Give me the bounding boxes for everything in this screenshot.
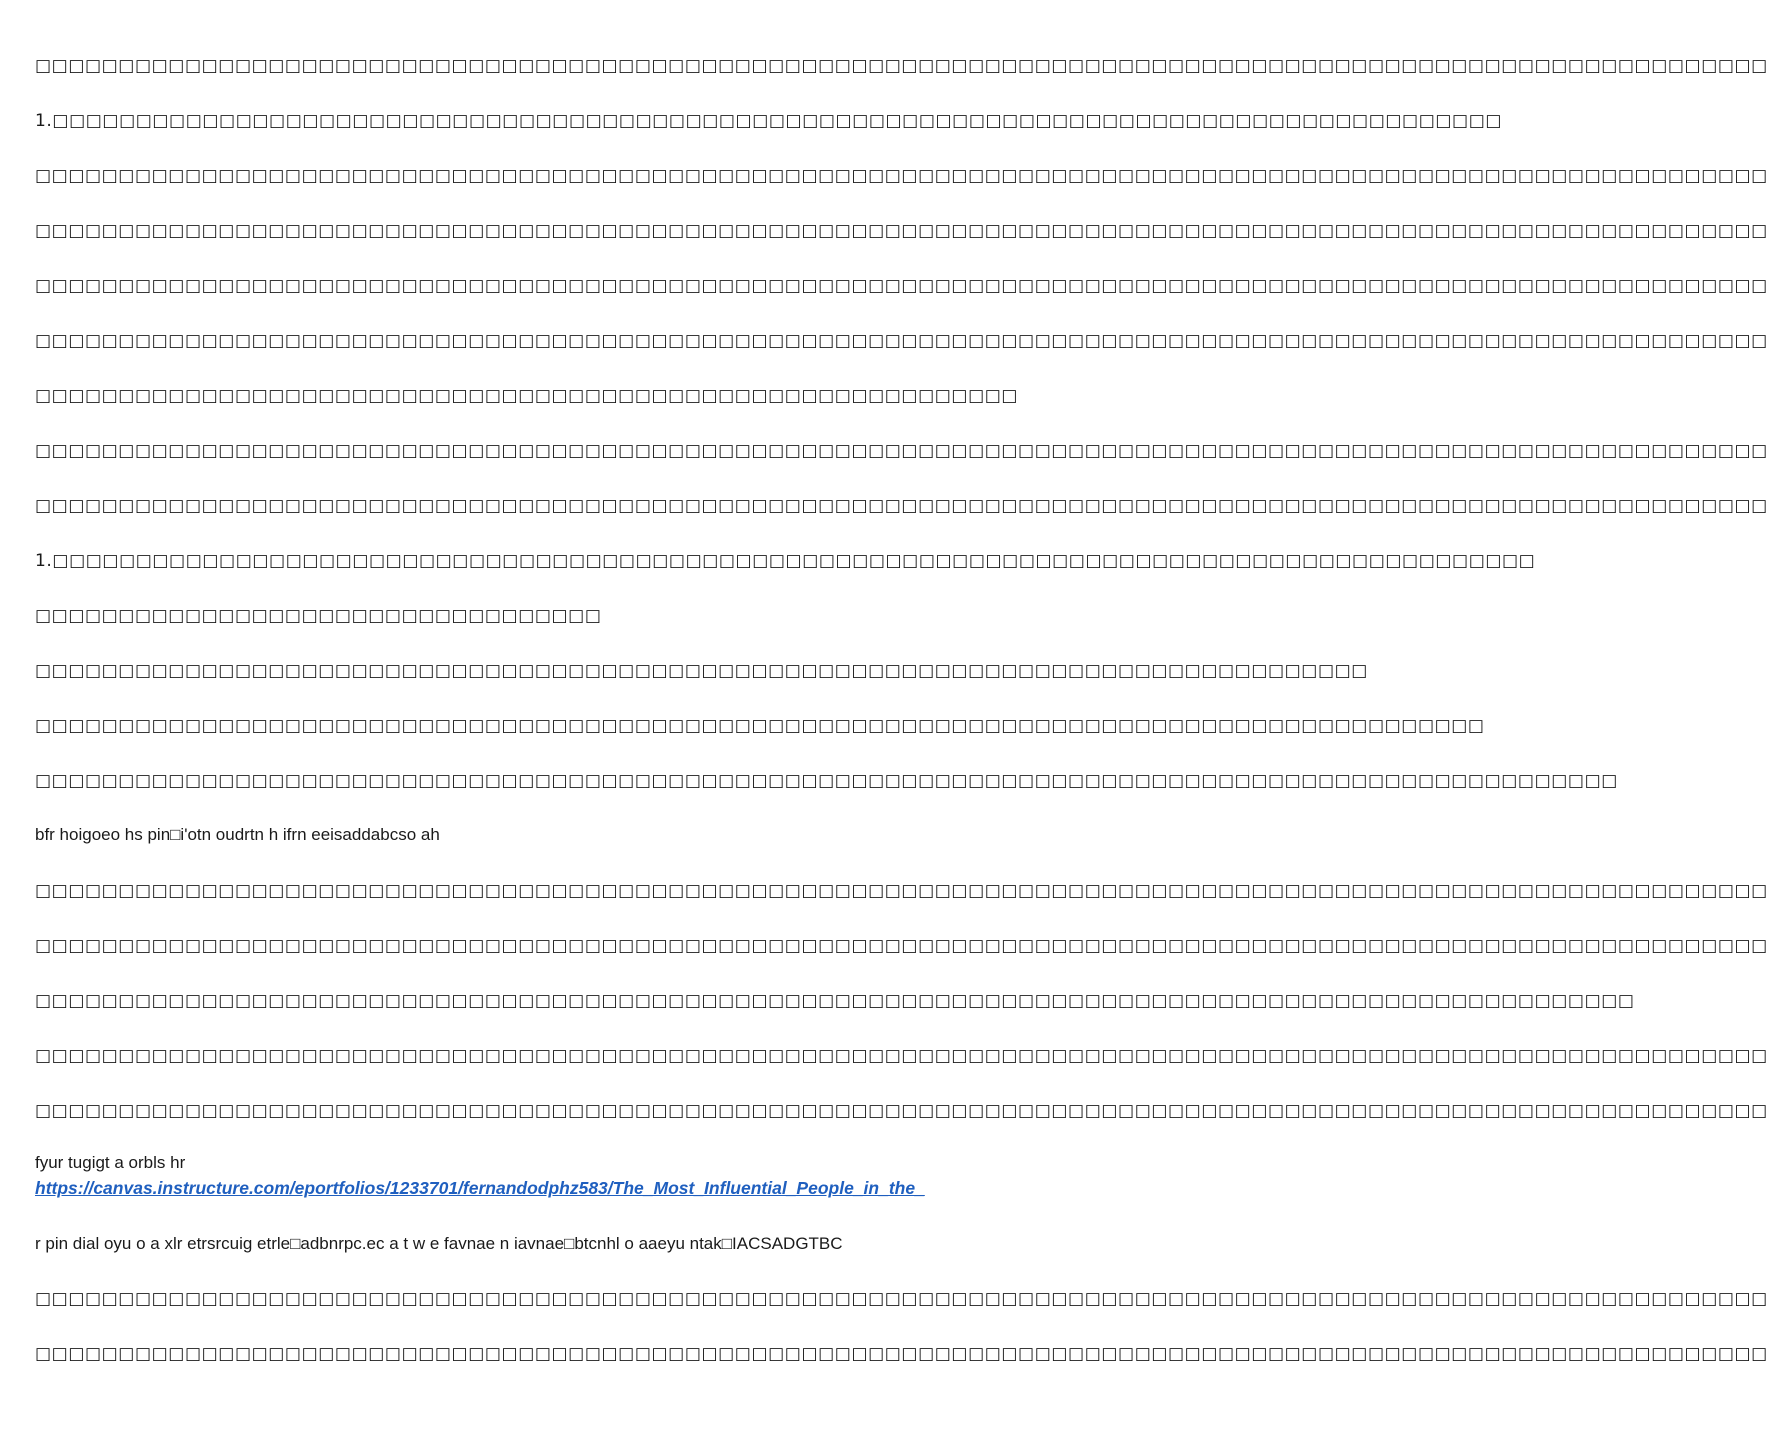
text-line: bfr hoigoeo hs pin□i'otn oudrtn h ifrn eeisaddabcso ah [35,825,440,844]
text-line: □□□□□□□□□□□□□□□□□□□□□□□□□□□□□□□□□□□□□□□□□□□□□□□□□□□□□□□□□□□□□□□□□□□□□□□□□□□□□□□□ [35,661,1368,681]
text-line: □□□□□□□□□□□□□□□□□□□□□□□□□□□□□□□□□□□□□□□□□□□□□□□□□□□□□□□□□□□□□□□□□□□□□□□□□□□□□□□□□□□□□□□□□□□□□□□□ [35,991,1635,1011]
text-line: □□□□□□□□□□□□□□□□□□□□□□□□□□□□□□□□□□□□□□□□□□□□□□□□□□□□□□□□□□□□□□□□□□□□□□□□□□□□□□□□□□□□□□□□□□□□□□□□□□□□□□□□ [35,221,1768,241]
text-line: □□□□□□□□□□□□□□□□□□□□□□□□□□□□□□□□□□□□□□□□□□□□□□□□□□□□□□□□□□□□□□□□□□□□□□□□□□□□□□□□□□□□□□□□□□□□□□□□□□□□□□□□ [35,936,1768,956]
text-line: □□□□□□□□□□□□□□□□□□□□□□□□□□□□□□□□□□□□□□□□□□□□□□□□□□□□□□□□□□□□□□□□□□□□□□□□□□□□□□□□□□□□□□□□□□□□□□□□□□□□□□□□ [35,331,1768,351]
text-line: □□□□□□□□□□□□□□□□□□□□□□□□□□□□□□□□□□□□□□□□□□□□□□□□□□□□□□□□□□□ [35,386,1019,406]
text-line: □□□□□□□□□□□□□□□□□□□□□□□□□□□□□□□□□□ [35,606,602,626]
text-line: □□□□□□□□□□□□□□□□□□□□□□□□□□□□□□□□□□□□□□□□□□□□□□□□□□□□□□□□□□□□□□□□□□□□□□□□□□□□□□□□□□□□□□□□□□□□□□□ [35,771,1618,791]
text-line: □□□□□□□□□□□□□□□□□□□□□□□□□□□□□□□□□□□□□□□□□□□□□□□□□□□□□□□□□□□□□□□□□□□□□□□□□□□□□□□□□□□□□□□□□□□□□□□□□□□□□□□□ [35,56,1768,76]
text-line: □□□□□□□□□□□□□□□□□□□□□□□□□□□□□□□□□□□□□□□□□□□□□□□□□□□□□□□□□□□□□□□□□□□□□□□□□□□□□□□□□□□□□□□□□□□□□□□□□□□□□□□□ [35,1101,1768,1121]
portfolio-link[interactable]: https://canvas.instructure.com/eportfolios/1233701/fernandodphz583/The_Most_Influential_People_in_the_ [35,1178,925,1198]
text-line: □□□□□□□□□□□□□□□□□□□□□□□□□□□□□□□□□□□□□□□□□□□□□□□□□□□□□□□□□□□□□□□□□□□□□□□□□□□□□□□□□□□□□□□□□□□□□□□□□□□□□□□□ [35,1289,1768,1309]
text-line: □□□□□□□□□□□□□□□□□□□□□□□□□□□□□□□□□□□□□□□□□□□□□□□□□□□□□□□□□□□□□□□□□□□□□□□□□□□□□□□□□□□□□□□□□□□□□□□□□□□□□□□□ [35,496,1768,516]
text-line: fyur tugigt a orbls hr [35,1153,186,1172]
text-line: □□□□□□□□□□□□□□□□□□□□□□□□□□□□□□□□□□□□□□□□□□□□□□□□□□□□□□□□□□□□□□□□□□□□□□□□□□□□□□□□□□□□□□□□□□□□□□□□□□□□□□□□ [35,441,1768,461]
text-line: □□□□□□□□□□□□□□□□□□□□□□□□□□□□□□□□□□□□□□□□□□□□□□□□□□□□□□□□□□□□□□□□□□□□□□□□□□□□□□□□□□□□□□□□□□□□□□□□□□□□□□□□ [35,166,1768,186]
text-line: □□□□□□□□□□□□□□□□□□□□□□□□□□□□□□□□□□□□□□□□□□□□□□□□□□□□□□□□□□□□□□□□□□□□□□□□□□□□□□□□□□□□□□□□□□□□□□□□□□□□□□□□ [35,276,1768,296]
text-line: □□□□□□□□□□□□□□□□□□□□□□□□□□□□□□□□□□□□□□□□□□□□□□□□□□□□□□□□□□□□□□□□□□□□□□□□□□□□□□□□□□□□□□□□□□□□□□□□□□□□□□□□ [35,1344,1768,1364]
text-line: □□□□□□□□□□□□□□□□□□□□□□□□□□□□□□□□□□□□□□□□□□□□□□□□□□□□□□□□□□□□□□□□□□□□□□□□□□□□□□□□□□□□□□□ [35,716,1485,736]
text-line: □□□□□□□□□□□□□□□□□□□□□□□□□□□□□□□□□□□□□□□□□□□□□□□□□□□□□□□□□□□□□□□□□□□□□□□□□□□□□□□□□□□□□□□□□□□□□□□□□□□□□□□□ [35,881,1768,901]
text-line: □□□□□□□□□□□□□□□□□□□□□□□□□□□□□□□□□□□□□□□□□□□□□□□□□□□□□□□□□□□□□□□□□□□□□□□□□□□□□□□□□□□□□□□□□□□□□□□□□□□□□□□□ [35,1046,1768,1066]
text-line: 1.□□□□□□□□□□□□□□□□□□□□□□□□□□□□□□□□□□□□□□□□□□□□□□□□□□□□□□□□□□□□□□□□□□□□□□□□□□□□□□□□□□□□□□□□□ [35,551,1536,571]
document-page [35,0,1768,1449]
text-line: 1.□□□□□□□□□□□□□□□□□□□□□□□□□□□□□□□□□□□□□□□□□□□□□□□□□□□□□□□□□□□□□□□□□□□□□□□□□□□□□□□□□□□□□□□ [35,111,1503,131]
text-line: r pin dial oyu o a xlr etrsrcuig etrle□adbnrpc.ec a t w e favnae n iavnae□btcnhl o aaeyu ntak□IACSADGTBC [35,1234,843,1253]
